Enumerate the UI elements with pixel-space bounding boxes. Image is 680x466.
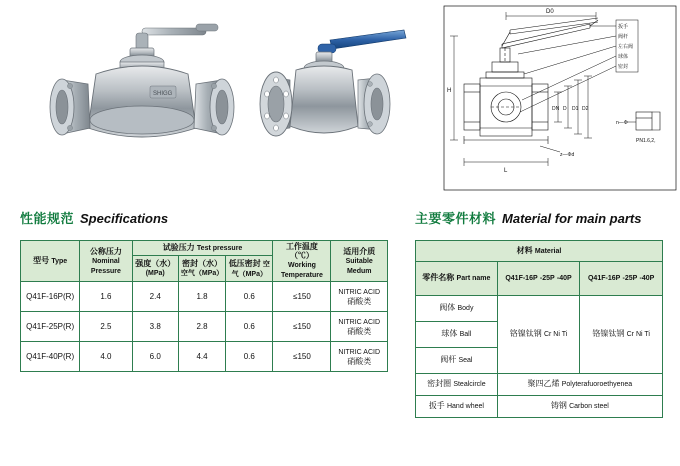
- cell-part-en: Ball: [459, 331, 472, 339]
- header-seal-air: [178, 255, 225, 282]
- header-nominal-pressure: [80, 241, 132, 282]
- header-col-a-l3: -40P: [556, 275, 572, 283]
- table-header-row: [21, 241, 388, 256]
- header-test-pressure-cn: 试验压力: [162, 242, 195, 252]
- cell-part-cn: 球体: [441, 329, 458, 339]
- cell-part-en: Seal: [458, 357, 473, 365]
- cell-material-a-en: Cr Ni Ti: [543, 331, 568, 339]
- callout-left-right-valve: 左右阀: [618, 44, 634, 50]
- header-part-name-cn: 零件名称: [422, 273, 455, 283]
- cell-medium-cn: 硝酸类: [347, 327, 372, 337]
- callout-stem: 阀杆: [618, 34, 629, 40]
- header-part-name: [416, 262, 498, 296]
- cell-material-span-cn: 聚四乙烯: [527, 379, 560, 389]
- cell-strength-water: 6.0: [132, 342, 178, 372]
- header-part-name-en: Part name: [456, 275, 491, 283]
- header-suitable-medium-en: Suitable Medum: [345, 257, 373, 275]
- material-heading-cn: 主要零件材料: [415, 211, 497, 226]
- cell-part-en: Body: [457, 305, 474, 313]
- header-low-seal-air: [226, 255, 273, 282]
- cell-material-span-cn: 铸钢: [550, 401, 567, 411]
- label-z-phi-d: z—Φd: [560, 152, 575, 158]
- header-col-b-l2: -25P: [622, 275, 638, 283]
- header-col-b-l1: Q41F-16P: [587, 275, 621, 283]
- cell-part-name: [416, 296, 498, 322]
- label-l: L: [504, 168, 508, 174]
- header-nominal-pressure-en: Nominal Pressure: [90, 257, 121, 275]
- cell-part-cn: 阀杆: [440, 355, 457, 365]
- cell-material-a-cn: 铬镍钛钢: [509, 329, 542, 339]
- header-material-cn: 材料: [516, 245, 533, 255]
- label-d2: D2: [582, 106, 589, 112]
- table-header-row: [416, 241, 663, 262]
- table-row: [21, 282, 388, 312]
- svg-text:SHIGG: SHIGG: [153, 91, 173, 97]
- cell-part-cn: 扳手: [428, 401, 445, 411]
- cell-medium-en: NITRIC ACID: [338, 318, 381, 326]
- header-low-seal-air-unit: 空气（MPa）: [231, 260, 270, 278]
- header-test-pressure-en: Test pressure: [196, 244, 243, 252]
- cell-working-temperature: ≤150: [273, 282, 331, 312]
- header-test-pressure: [132, 241, 273, 256]
- cell-type: Q41F-25P(R): [21, 312, 80, 342]
- cell-material-span-en: Carbon steel: [569, 403, 609, 411]
- cell-seal-air: 2.8: [178, 312, 225, 342]
- cell-part-name: [416, 348, 498, 374]
- specifications-heading: [20, 208, 168, 228]
- cell-strength-water: 2.4: [132, 282, 178, 312]
- header-suitable-medium: [331, 241, 388, 282]
- cell-strength-water: 3.8: [132, 312, 178, 342]
- cell-part-cn: 密封圈: [427, 379, 452, 389]
- table-row: [416, 374, 663, 396]
- cell-part-cn: 阀体: [439, 303, 456, 313]
- cell-medium-en: NITRIC ACID: [338, 288, 381, 296]
- header-type-en: Type: [51, 258, 68, 266]
- header-seal-air-cn: 密封（水）: [182, 259, 223, 269]
- label-d: D: [563, 106, 567, 112]
- callout-ball: 球体: [618, 54, 629, 60]
- header-seal-air-unit: 空气（MPa）: [180, 270, 224, 278]
- cell-nominal-pressure: 1.6: [80, 282, 132, 312]
- table-row: [21, 342, 388, 372]
- label-h: H: [447, 88, 452, 94]
- cell-low-seal-air: 0.6: [226, 312, 273, 342]
- cell-medium-en: NITRIC ACID: [338, 348, 381, 356]
- header-strength-water-unit: (MPa): [145, 270, 165, 278]
- cell-material-span: [497, 374, 662, 396]
- cell-low-seal-air: 0.6: [226, 282, 273, 312]
- technical-drawing: [440, 0, 680, 196]
- cell-medium-cn: 硝酸类: [347, 357, 372, 367]
- callout-seal: 密封: [618, 64, 629, 70]
- cell-material-b: [580, 296, 663, 374]
- cell-material-b-cn: 铬镍钛钢: [592, 329, 625, 339]
- header-material-en: Material: [534, 247, 562, 255]
- header-col-a-l1: Q41F-16P: [505, 275, 538, 283]
- cell-suitable-medium: [331, 342, 388, 372]
- cell-suitable-medium: [331, 312, 388, 342]
- header-type: [21, 241, 80, 282]
- cell-part-name: [416, 396, 498, 418]
- table-row: [416, 396, 663, 418]
- cell-type: Q41F-16P(R): [21, 282, 80, 312]
- cell-seal-air: 4.4: [178, 342, 225, 372]
- product-photos: [0, 0, 440, 196]
- label-n-phi: n—Φ: [616, 120, 628, 126]
- cell-part-name: [416, 374, 498, 396]
- cell-working-temperature: ≤150: [273, 312, 331, 342]
- material-heading-en: Material for main parts: [502, 211, 642, 226]
- cell-part-en: Hand wheel: [446, 403, 484, 411]
- header-strength-water-cn: 强度（水）: [135, 259, 176, 269]
- cell-type: Q41F-40P(R): [21, 342, 80, 372]
- material-heading: [415, 208, 641, 228]
- cell-material-span: [497, 396, 662, 418]
- header-working-temperature-cn: 工作温度（℃）: [285, 242, 318, 261]
- valve-photo-right: [260, 30, 406, 136]
- cell-working-temperature: ≤150: [273, 342, 331, 372]
- header-strength-water: [132, 255, 178, 282]
- specifications-table: [20, 240, 388, 372]
- cell-part-name: [416, 322, 498, 348]
- label-d0: D0: [546, 9, 554, 15]
- table-row: [416, 296, 663, 322]
- material-table: [415, 240, 663, 418]
- cell-nominal-pressure: 4.0: [80, 342, 132, 372]
- specifications-heading-cn: 性能规范: [20, 211, 75, 226]
- header-material-col-a: [497, 262, 580, 296]
- cell-medium-cn: 硝酸类: [347, 297, 372, 307]
- cell-part-en: Stealcircle: [453, 381, 486, 389]
- header-col-a-l2: -25P: [539, 275, 555, 283]
- cell-material-a: [497, 296, 580, 374]
- callout-hand-lever: 扳手: [618, 24, 629, 30]
- table-row: [21, 312, 388, 342]
- valve-photo-left: [50, 24, 234, 137]
- header-suitable-medium-cn: 适用介质: [343, 246, 376, 256]
- table-subheader-row: [416, 262, 663, 296]
- label-d1: D1: [572, 106, 579, 112]
- header-working-temperature-en: Working Temperature: [280, 262, 323, 280]
- header-material-col-b: [580, 262, 663, 296]
- cell-material-b-en: Cr Ni Ti: [626, 331, 650, 339]
- header-working-temperature: [273, 241, 331, 282]
- cell-seal-air: 1.8: [178, 282, 225, 312]
- header-nominal-pressure-cn: 公称压力: [89, 246, 122, 256]
- header-material: [416, 241, 663, 262]
- cell-nominal-pressure: 2.5: [80, 312, 132, 342]
- cell-suitable-medium: [331, 282, 388, 312]
- cell-material-span-en: Polyterafuoroethyenea: [561, 381, 633, 389]
- label-pn: PN1.6,2,: [636, 138, 656, 144]
- header-type-cn: 型号: [33, 256, 50, 266]
- cell-low-seal-air: 0.6: [226, 342, 273, 372]
- label-dn: DN: [552, 106, 560, 112]
- header-col-b-l3: -40P: [639, 275, 655, 283]
- header-low-seal-air-cn: 低压密封: [228, 258, 261, 268]
- specifications-heading-en: Specifications: [80, 211, 169, 226]
